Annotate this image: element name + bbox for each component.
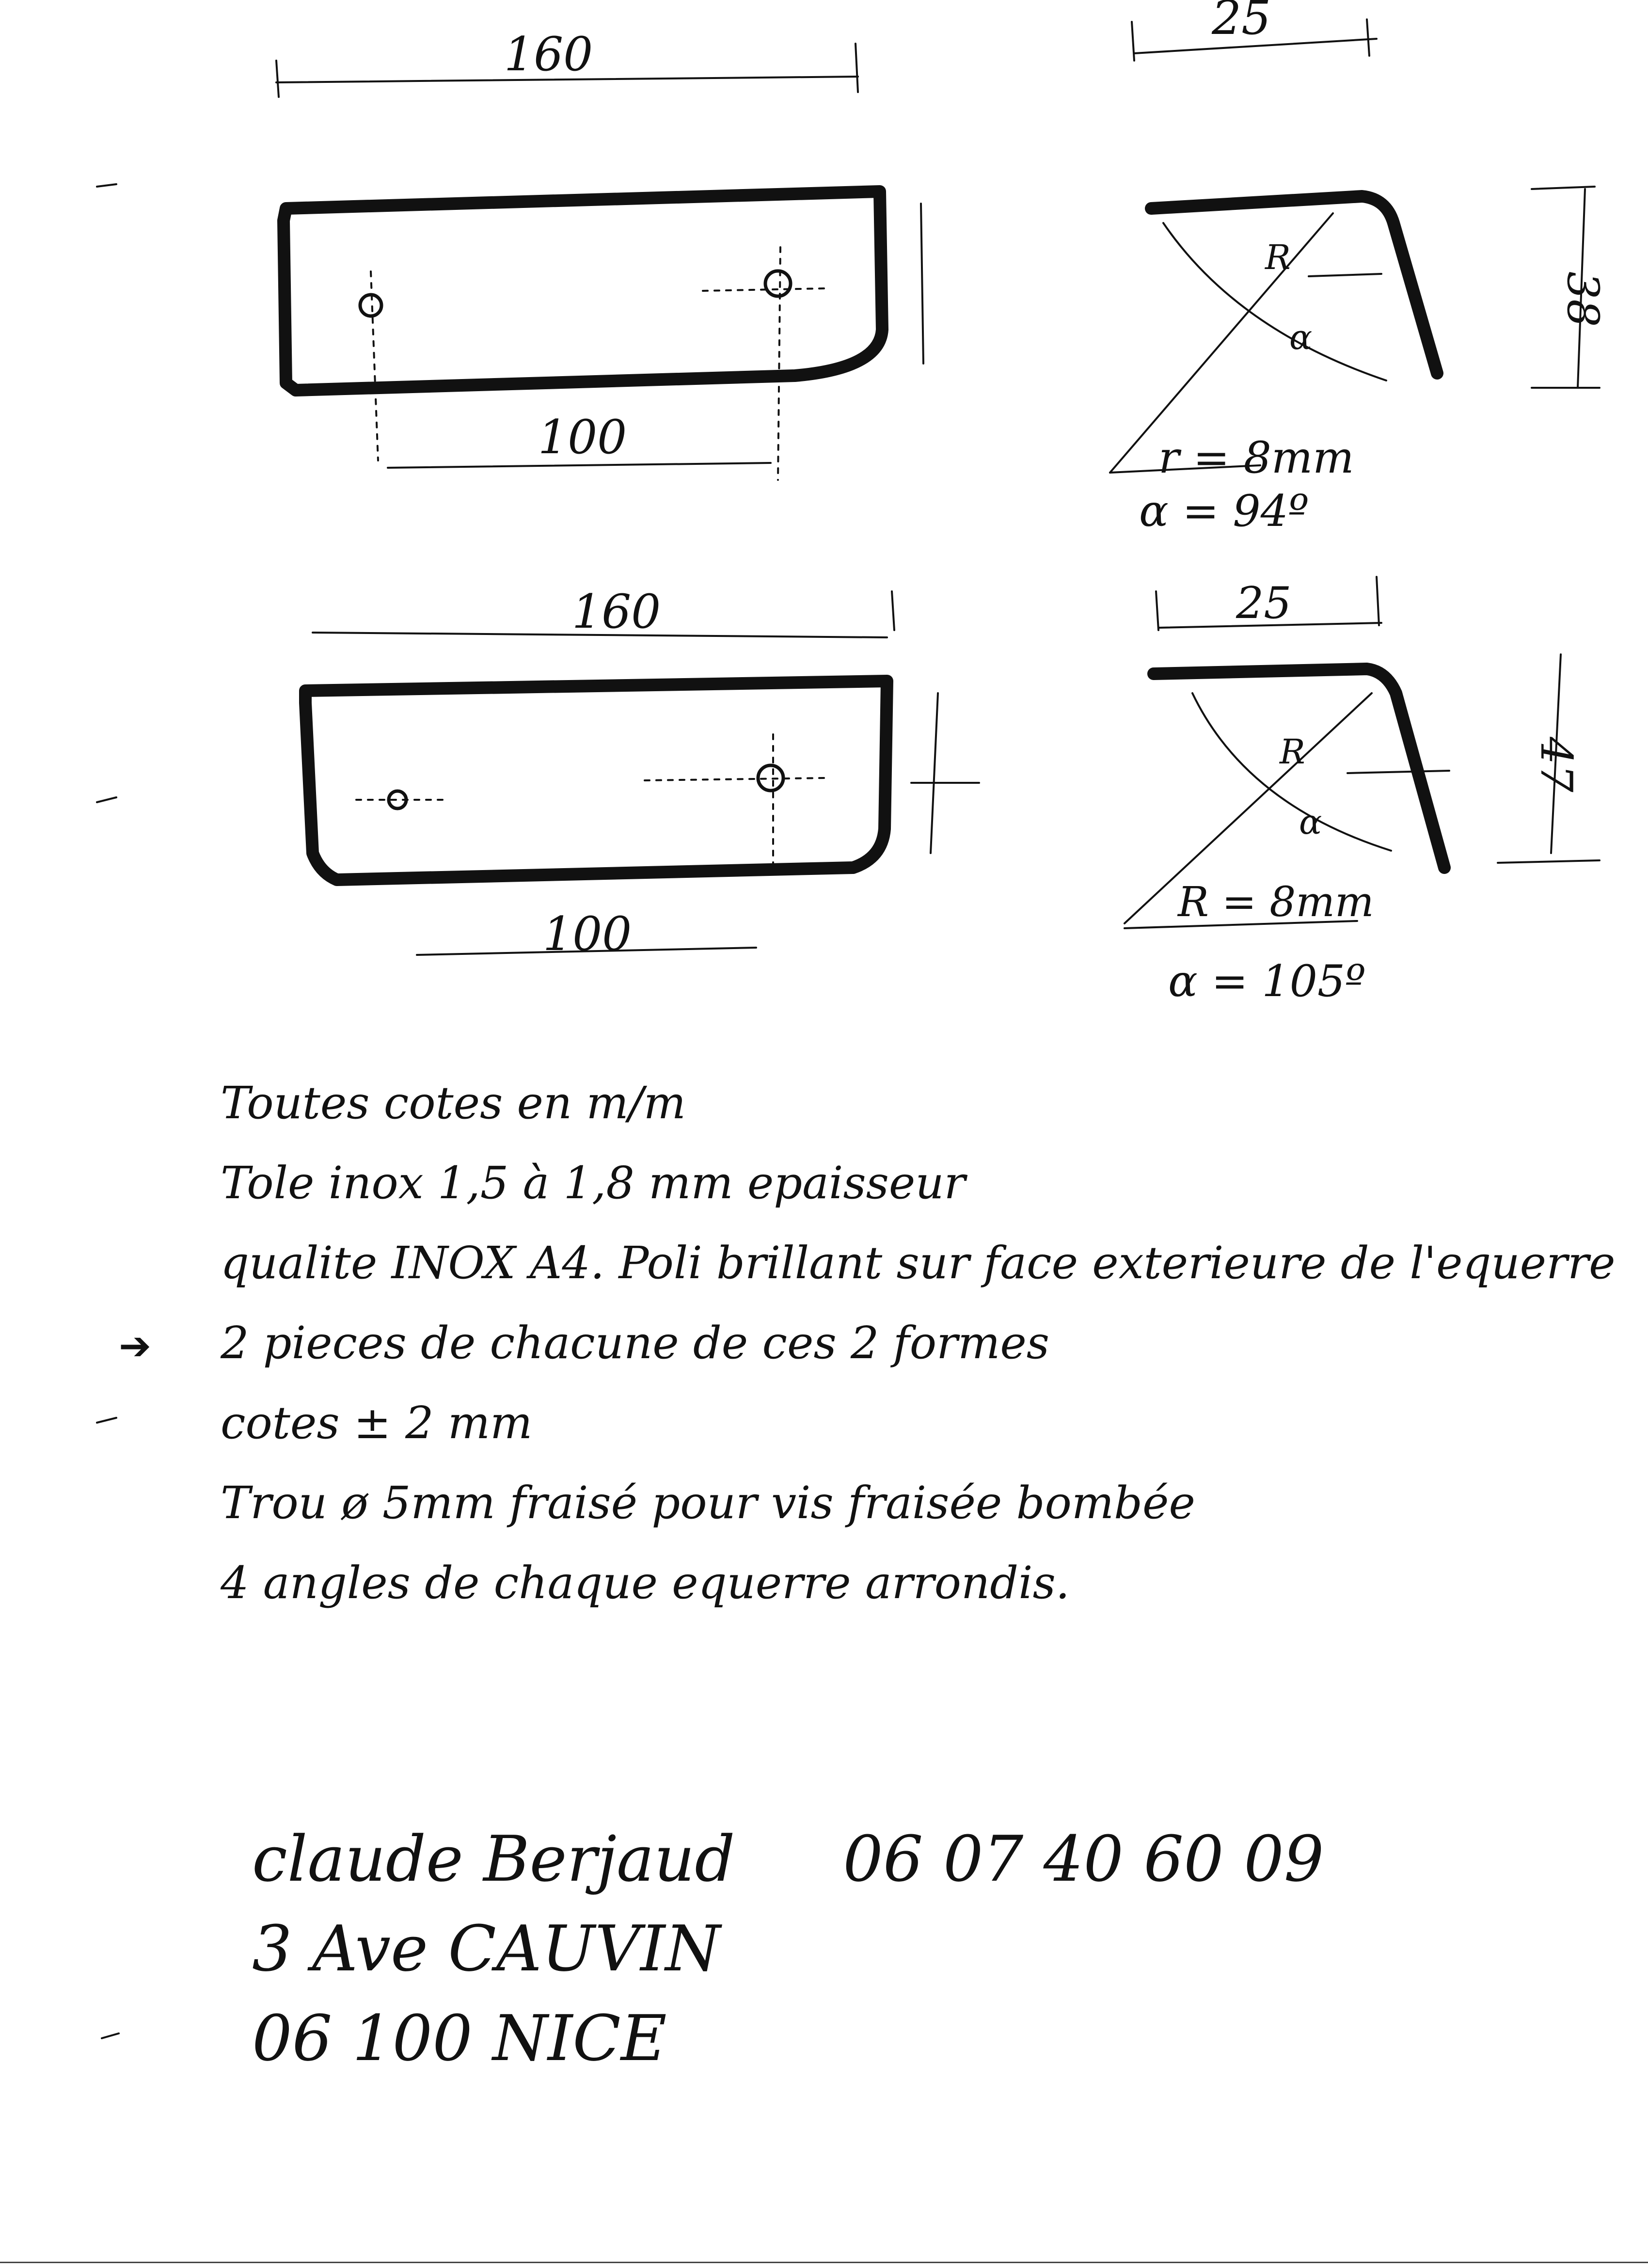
dim-tick	[856, 44, 858, 92]
margin-mark	[102, 2033, 119, 2038]
dim-label-height-2: 47	[1531, 737, 1582, 793]
note-quantity	[221, 1317, 1602, 1401]
dim-tick	[1377, 577, 1379, 625]
hole-axis	[778, 247, 780, 480]
bracket-1-side-profile	[1110, 0, 1608, 537]
dim-label-width-1: 160	[504, 27, 593, 81]
contact-block	[252, 1822, 1324, 2096]
note-text: 4 angles de chaque equerre arrondis.	[221, 1557, 1070, 1609]
contact-row	[252, 1822, 1324, 1917]
contact-name: claude Berjaud	[252, 1822, 735, 1896]
tick-mark	[1309, 274, 1381, 276]
note-text: Toutes cotes en m/m	[221, 1077, 686, 1129]
spec-notes	[221, 1077, 1616, 1641]
dim-tick	[1498, 860, 1600, 863]
radius-note-1: r = 8mm	[1158, 432, 1354, 483]
radius-note-2: R = 8mm	[1178, 878, 1374, 926]
dim-tick	[276, 61, 279, 97]
contact-city: 06 100 NICE	[252, 2001, 667, 2075]
note-text: Tole inox 1,5 à 1,8 mm epaisseur	[221, 1157, 966, 1209]
radius-label-2: R	[1280, 732, 1305, 772]
note-material	[221, 1157, 1602, 1241]
dim-label-width-2: 160	[572, 585, 661, 639]
radius-label-1: R	[1265, 238, 1291, 277]
note-text: Trou ø 5mm fraisé pour vis fraisée bombée	[221, 1477, 1195, 1529]
plate-outline-2	[305, 681, 887, 880]
contact-phone: 06 07 40 60 09	[843, 1822, 1324, 1896]
dim-tick	[1132, 22, 1134, 61]
dim-tick	[892, 591, 894, 630]
contact-street: 3 Ave CAUVIN	[252, 1912, 721, 1985]
bracket-2-front-view	[305, 585, 979, 961]
tick-mark	[1347, 771, 1449, 773]
note-holes	[221, 1477, 1602, 1561]
page-bottom-edge	[0, 2262, 1648, 2263]
margin-mark	[97, 184, 116, 187]
note-finish	[221, 1237, 1616, 1321]
note-text: cotes ± 2 mm	[221, 1397, 533, 1449]
note-text: 2 pieces de chacune de ces 2 formes	[221, 1317, 1049, 1369]
dim-line-vertical	[931, 693, 938, 853]
note-dimensions-unit	[221, 1077, 1602, 1161]
hole-left-1	[360, 295, 381, 316]
dim-label-side-1: 25	[1212, 0, 1271, 45]
hole-axis	[371, 271, 378, 460]
dim-label-side-2: 25	[1236, 578, 1292, 629]
dim-label-height-1: 38	[1557, 271, 1608, 327]
angle-note-2: α = 105º	[1168, 956, 1366, 1007]
dim-tick	[1156, 591, 1158, 630]
angle-label-1: α	[1289, 317, 1313, 357]
dim-label-holes-2: 100	[543, 907, 632, 961]
hole-right-1	[765, 271, 791, 296]
plate-outline-1	[284, 191, 882, 390]
hole-axis	[703, 288, 824, 291]
margin-mark	[97, 797, 116, 802]
note-tolerance	[221, 1397, 1602, 1481]
dim-line-vertical	[921, 204, 923, 364]
angle-note-1: α = 94º	[1139, 486, 1309, 537]
bracket-1-front-view	[276, 27, 923, 480]
arrow-icon: ➔	[119, 1323, 152, 1368]
note-text: qualite INOX A4. Poli brillant sur face exterieure de l'equerre	[221, 1237, 1616, 1289]
margin-mark	[97, 1418, 116, 1423]
bracket-2-side-profile	[1125, 577, 1600, 1007]
angle-label-2: α	[1299, 802, 1322, 842]
dim-label-holes-1: 100	[538, 410, 627, 464]
note-corners	[221, 1557, 1602, 1641]
dim-tick	[1367, 19, 1369, 56]
hole-axis	[645, 778, 824, 780]
